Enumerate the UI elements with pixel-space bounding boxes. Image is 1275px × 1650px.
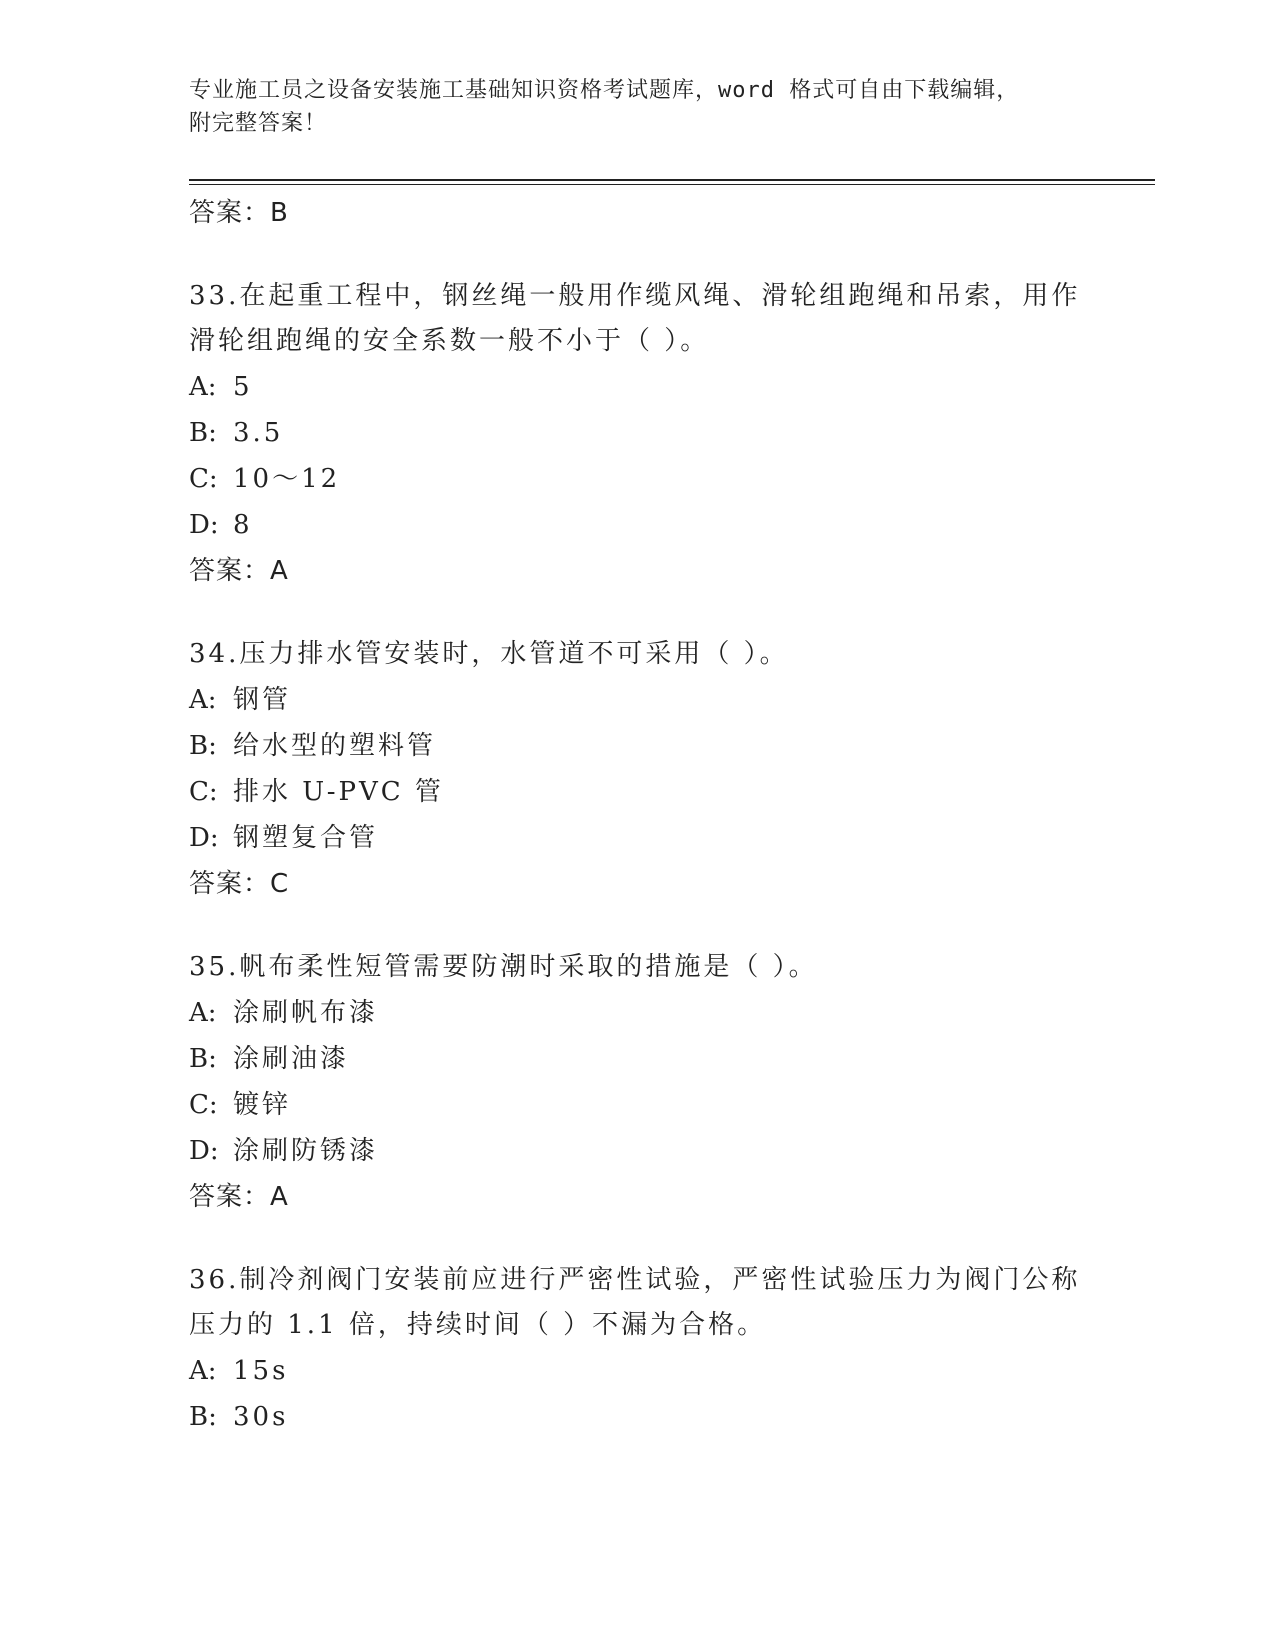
option-text: 给水型的塑料管 bbox=[233, 731, 437, 761]
question-stem-line: 36.制冷剂阀门安装前应进行严密性试验，严密性试验压力为阀门公称 bbox=[189, 1265, 1081, 1295]
option-text: 涂刷油漆 bbox=[233, 1044, 350, 1074]
option-key: A: bbox=[189, 1356, 217, 1386]
option-key: B: bbox=[189, 418, 217, 448]
answer-line: 答案：A bbox=[189, 1182, 289, 1212]
option-text: 涂刷防锈漆 bbox=[233, 1136, 379, 1166]
option-key: C: bbox=[189, 1090, 218, 1120]
option-d bbox=[189, 1128, 1089, 1174]
question-stem bbox=[189, 945, 1089, 990]
option-text: 排水 U-PVC 管 bbox=[233, 777, 444, 807]
option-key: B: bbox=[189, 1402, 217, 1432]
option-text: 钢管 bbox=[233, 685, 292, 715]
question-stem-line: 滑轮组跑绳的安全系数一般不小于（ ）。 bbox=[189, 326, 710, 356]
option-text: 钢塑复合管 bbox=[233, 823, 379, 853]
option-key: D: bbox=[189, 510, 219, 540]
question-33 bbox=[189, 274, 1089, 594]
question-35 bbox=[189, 945, 1089, 1220]
option-text: 3.5 bbox=[233, 418, 284, 448]
option-key: A: bbox=[189, 998, 217, 1028]
question-stem bbox=[189, 632, 1089, 677]
option-a bbox=[189, 990, 1089, 1036]
option-b bbox=[189, 723, 1089, 769]
document-header bbox=[189, 74, 1069, 140]
header-divider-thin bbox=[189, 184, 1155, 185]
question-stem-line: 35.帆布柔性短管需要防潮时采取的措施是（ ）。 bbox=[189, 952, 818, 982]
option-b bbox=[189, 1394, 1089, 1440]
option-key: A: bbox=[189, 372, 217, 402]
option-b bbox=[189, 1036, 1089, 1082]
option-text: 15s bbox=[233, 1356, 289, 1386]
option-a bbox=[189, 1348, 1089, 1394]
question-list bbox=[189, 190, 1089, 1440]
option-d bbox=[189, 815, 1089, 861]
answer-line: 答案：B bbox=[189, 198, 289, 228]
option-text: 5 bbox=[233, 372, 253, 402]
question-stem-line: 压力的 1.1 倍，持续时间（ ）不漏为合格。 bbox=[189, 1310, 767, 1340]
option-text: 10～12 bbox=[233, 464, 341, 494]
header-line-2: 附完整答案！ bbox=[189, 111, 328, 136]
option-b bbox=[189, 410, 1089, 456]
question-stem-line: 34.压力排水管安装时，水管道不可采用（ ）。 bbox=[189, 639, 789, 669]
option-text: 30s bbox=[233, 1402, 289, 1432]
question-stem bbox=[189, 1258, 1089, 1348]
option-text: 镀锌 bbox=[233, 1090, 292, 1120]
header-divider-thick bbox=[189, 179, 1155, 181]
option-d bbox=[189, 502, 1089, 548]
option-c bbox=[189, 1082, 1089, 1128]
option-key: B: bbox=[189, 1044, 217, 1074]
option-key: A: bbox=[189, 685, 217, 715]
question-stem-line: 33.在起重工程中，钢丝绳一般用作缆风绳、滑轮组跑绳和吊索，用作 bbox=[189, 281, 1081, 311]
option-key: B: bbox=[189, 731, 217, 761]
question-34 bbox=[189, 632, 1089, 907]
question-stem bbox=[189, 274, 1089, 364]
option-a bbox=[189, 677, 1089, 723]
option-key: D: bbox=[189, 823, 219, 853]
option-text: 涂刷帆布漆 bbox=[233, 998, 379, 1028]
option-c bbox=[189, 456, 1089, 502]
answer-line: 答案：C bbox=[189, 869, 290, 899]
option-a bbox=[189, 364, 1089, 410]
option-key: D: bbox=[189, 1136, 219, 1166]
question-36 bbox=[189, 1258, 1089, 1440]
option-key: C: bbox=[189, 464, 218, 494]
option-c bbox=[189, 769, 1089, 815]
answer-line: 答案：A bbox=[189, 556, 289, 586]
option-key: C: bbox=[189, 777, 218, 807]
option-text: 8 bbox=[233, 510, 253, 540]
header-line-1: 专业施工员之设备安装施工基础知识资格考试题库，word 格式可自由下载编辑， bbox=[189, 78, 1020, 103]
